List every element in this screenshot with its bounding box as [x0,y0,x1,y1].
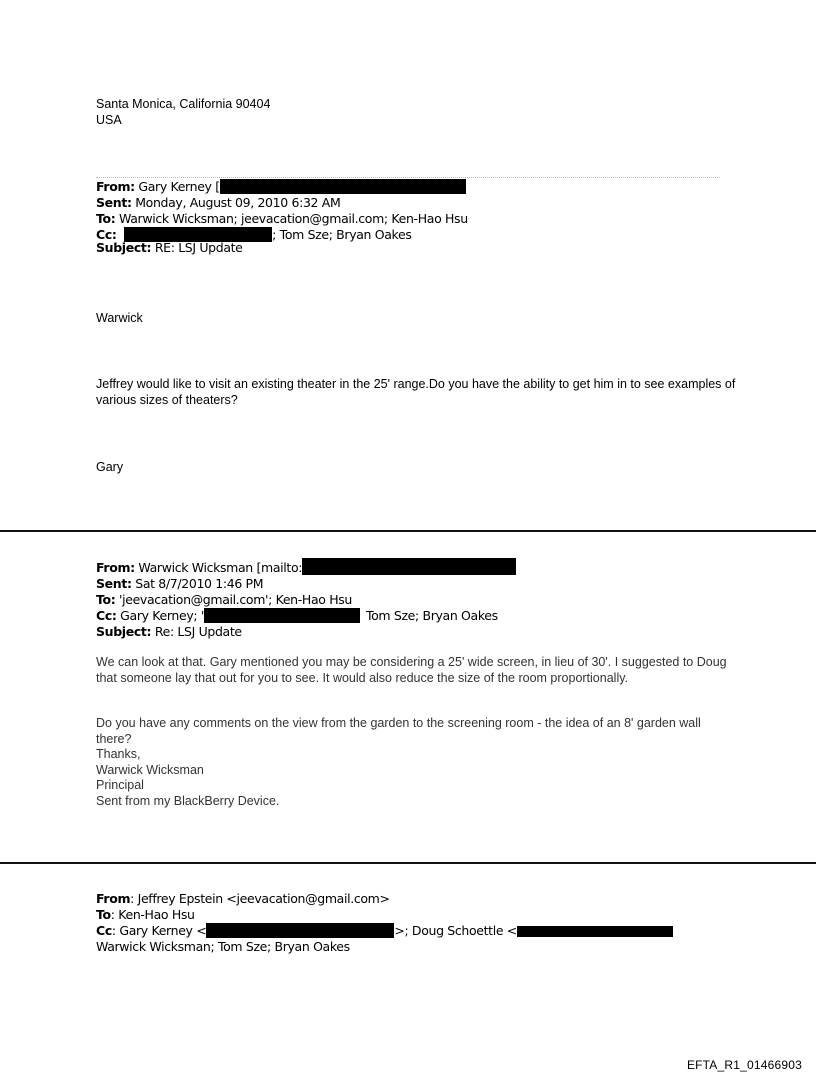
address-block [96,97,270,128]
email1-to-label: To: [96,211,116,226]
email2-from-value: Warwick Wicksman [mailto: [138,560,303,575]
email2-to-row [96,592,516,608]
redaction-bar [204,608,360,623]
email3-from-label: From [96,891,131,906]
email1-from-value: Gary Kerney [ [138,179,220,194]
email2-from-row [96,558,516,576]
email1-header [96,179,468,256]
email3-from-row [96,891,673,907]
email2-cc-label: Cc: [96,608,117,623]
email3-header [96,891,673,955]
email1-to-row [96,211,468,227]
email2-subject-label: Subject: [96,624,152,639]
email2-sent-label: Sent: [96,576,132,591]
email3-cc-line2: Warwick Wicksman; Tom Sze; Bryan Oakes [96,939,350,954]
email2-thanks: Thanks, [96,747,141,761]
address-line-city: Santa Monica, California 90404 [96,97,271,111]
email2-to-value: 'jeevacation@gmail.com'; Ken-Hao Hsu [119,592,352,607]
email1-sent-row [96,195,468,211]
email1-subject-label: Subject: [96,240,152,255]
email2-paragraph-1: We can look at that. Gary mentioned you may be considering a 25' wide screen, in lieu of 30'. I suggested to Doug that someone lay that out for you to see. It would also reduce the size of the room proportionally. [96,655,727,685]
email2-header [96,558,516,640]
document-id: EFTA_R1_01466903 [686,1058,802,1072]
email1-greeting: Warwick [96,311,143,325]
email1-sent-label: Sent: [96,195,132,210]
address-line-country: USA [96,112,122,127]
email1-signoff: Gary [96,460,124,474]
email2-sig-title: Principal [96,778,144,792]
email2-subject-row [96,624,516,640]
email3-to-row [96,907,673,923]
email3-to-label: To [96,907,111,922]
email3-cc-value-mid: >; Doug Schoettle < [394,923,517,938]
redaction-bar [517,926,673,937]
email2-cc-value-start: Gary Kerney; ' [120,608,204,623]
email2-to-label: To: [96,592,116,607]
email2-sig-device: Sent from my BlackBerry Device. [96,793,280,808]
email2-sent-row [96,576,516,592]
email1-sent-value: Monday, August 09, 2010 6:32 AM [135,195,341,210]
email2-sig-name: Warwick Wicksman [96,762,204,777]
email3-cc-label: Cc [96,923,112,938]
email3-cc-row [96,923,673,939]
email2-cc-row [96,608,516,624]
section-divider [0,530,816,532]
email2-from-label: From: [96,560,135,575]
redaction-bar [302,558,516,575]
email2-signature [96,747,736,809]
email3-from-value: : Jeffrey Epstein <jeevacation@gmail.com> [130,891,390,906]
email1-from-row [96,179,468,195]
email1-subject-value: RE: LSJ Update [154,240,243,255]
email1-from-label: From: [96,179,135,194]
email1-to-value: Warwick Wicksman; jeevacation@gmail.com; Ken-Hao Hsu [119,211,468,226]
email1-cc-label: Cc: [96,227,117,242]
redaction-bar [206,923,394,938]
email1-cc-value: ; Tom Sze; Bryan Oakes [272,227,412,242]
email3-cc-value-start: : Gary Kerney < [111,923,207,938]
separator-line [96,177,720,178]
email2-cc-value-end: Tom Sze; Bryan Oakes [365,608,498,623]
email3-to-value: : Ken-Hao Hsu [110,907,195,922]
redaction-bar [220,179,466,194]
email2-sent-value: Sat 8/7/2010 1:46 PM [135,576,264,591]
email2-paragraph-2: Do you have any comments on the view from the garden to the screening room - the idea of an 8' garden wall there? [96,716,701,746]
email1-body: Jeffrey would like to visit an existing theater in the 25' range.Do you have the ability to get him in to see examples of various sizes of theaters? [96,377,736,407]
section-divider [0,862,816,864]
email2-subject-value: Re: LSJ Update [154,624,242,639]
